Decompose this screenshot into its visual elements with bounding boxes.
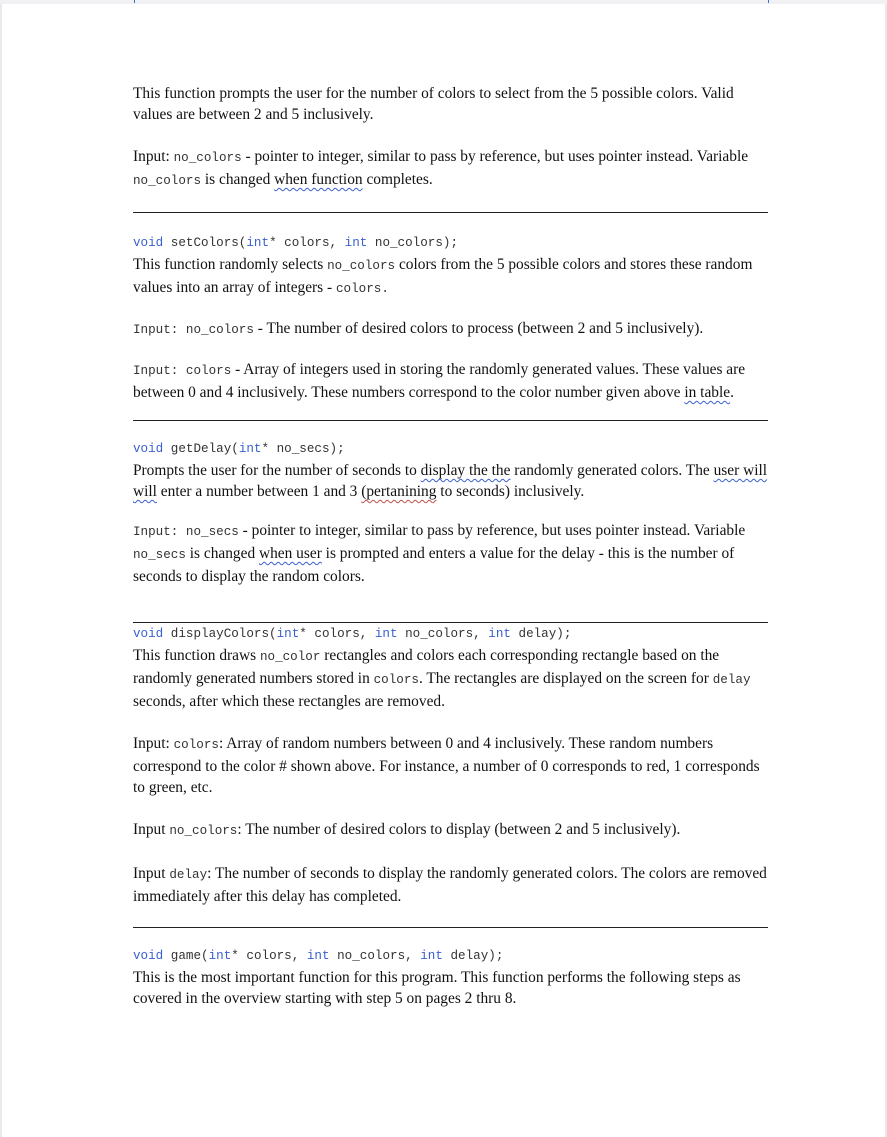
text: seconds, after which these rectangles are removed.	[133, 693, 445, 710]
signature-text: delay);	[510, 627, 572, 641]
section-game	[133, 946, 771, 1009]
text: rectangles and colors each corresponding rectangle based on the randomly generated numbers stored in	[133, 647, 720, 687]
text: is changed	[185, 545, 259, 562]
paragraph: This function prompts the user for the number of colors to select from the 5 possible colors. Valid values are between 2 and 5 inclusively.	[133, 85, 734, 123]
function-signature	[133, 233, 771, 254]
signature-text: setColors(	[163, 236, 247, 250]
input-label: Input	[133, 821, 170, 838]
code-text: colors	[173, 738, 219, 752]
code-text: no_colors	[169, 824, 238, 838]
signature-text: no_colors,	[329, 949, 421, 963]
text: - pointer to integer, similar to pass by reference, but uses pointer instead. Variable	[238, 522, 746, 539]
keyword: int	[420, 949, 443, 963]
input-description	[133, 359, 771, 403]
keyword: int	[488, 627, 511, 641]
signature-text: getDelay(	[163, 442, 239, 456]
function-signature	[133, 439, 771, 460]
input-description	[133, 520, 771, 587]
text: - The number of desired colors to process (between 2 and 5 inclusively).	[253, 320, 704, 337]
section-get-no-colors	[133, 83, 771, 192]
grammar-flag: when user	[259, 545, 322, 562]
code-text: no_secs	[133, 548, 186, 562]
signature-text: game(	[163, 949, 209, 963]
signature-text: * colors,	[299, 627, 375, 641]
margin-marker-right	[768, 0, 769, 3]
code-text: colors.	[336, 282, 389, 296]
section-display-colors	[133, 624, 771, 907]
keyword: void	[133, 949, 164, 963]
section-get-delay	[133, 439, 771, 587]
grammar-flag: in table	[684, 384, 731, 401]
grammar-flag: user will will	[133, 462, 768, 500]
signature-text: * no_secs);	[261, 442, 345, 456]
keyword: int	[246, 236, 270, 250]
code-text: colors	[373, 673, 419, 687]
text: is changed	[201, 171, 275, 188]
text: enter a number between 1 and 3	[156, 483, 362, 500]
keyword: void	[133, 442, 164, 456]
keyword: void	[133, 627, 164, 641]
code-text: Input: colors	[133, 364, 232, 378]
text: This function randomly selects	[133, 256, 328, 273]
document-body	[133, 83, 771, 1009]
keyword: int	[276, 627, 300, 641]
input-label: Input:	[133, 735, 174, 752]
grammar-flag: display the the	[420, 462, 511, 479]
keyword: int	[208, 949, 232, 963]
signature-text: displayColors(	[163, 627, 277, 641]
code-text: no_colors	[133, 174, 202, 188]
keyword: int	[306, 949, 330, 963]
grammar-flag: when function	[274, 171, 363, 188]
signature-text: * colors,	[269, 236, 345, 250]
text: : Array of random numbers between 0 and 4 inclusively. These random numbers correspond to the color # shown above. For instance, a number of 0 corresponds to red, 1 corresponds to green, etc.	[133, 735, 760, 796]
function-description	[133, 645, 771, 712]
keyword: void	[133, 236, 164, 250]
text: .	[730, 384, 734, 401]
code-text: delay	[169, 868, 208, 882]
text: to seconds) inclusively.	[436, 483, 585, 500]
code-text: no_colors	[173, 151, 242, 165]
keyword: int	[374, 627, 398, 641]
input-description	[133, 733, 771, 798]
text: : The number of seconds to display the randomly generated colors. The colors are removed immediately after this delay has completed.	[133, 865, 767, 905]
code-text: Input: no_colors	[133, 323, 254, 337]
signature-text: * colors,	[231, 949, 307, 963]
text: - pointer to integer, similar to pass by reference, but uses pointer instead. Variable	[241, 148, 749, 165]
text: - Array of integers used in storing the randomly generated values. These values are between 0 and 4 inclusively. These numbers correspond to the color number given above	[133, 361, 746, 401]
text: completes.	[362, 171, 433, 188]
function-signature	[133, 624, 771, 645]
function-signature	[133, 946, 771, 967]
text: randomly generated colors. The	[510, 462, 714, 479]
input-description	[133, 318, 771, 341]
code-text: delay	[712, 673, 751, 687]
section-set-colors	[133, 233, 771, 403]
signature-text: no_colors,	[397, 627, 489, 641]
text: This function draws	[133, 647, 260, 664]
input-description	[133, 819, 771, 842]
code-text: Input: no_secs	[133, 525, 239, 539]
text: . The rectangles are displayed on the screen for	[418, 670, 713, 687]
function-description	[133, 460, 771, 502]
code-text: no_color	[259, 650, 321, 664]
code-text: no_colors	[327, 259, 396, 273]
input-description	[133, 146, 771, 192]
function-description	[133, 254, 771, 300]
text: colors from the 5 possible colors and stores these random values into an array of integers -	[133, 256, 753, 296]
input-label: Input	[133, 865, 170, 882]
keyword: int	[238, 442, 262, 456]
margin-marker-left	[134, 0, 135, 3]
text: : The number of desired colors to display (between 2 and 5 inclusively).	[237, 821, 681, 838]
text: Prompts the user for the number of seconds to	[133, 462, 421, 479]
input-description	[133, 863, 771, 907]
signature-text: delay);	[442, 949, 504, 963]
text: is prompted and enters a value for the delay - this is the number of seconds to display the random colors.	[133, 545, 735, 585]
spelling-flag: (pertanining	[361, 483, 437, 500]
function-description: This is the most important function for this program. This function performs the following steps as covered in the overview starting with step 5 on pages 2 thru 8.	[133, 969, 741, 1007]
input-label: Input:	[133, 148, 174, 165]
signature-text: no_colors);	[367, 236, 459, 250]
keyword: int	[344, 236, 368, 250]
